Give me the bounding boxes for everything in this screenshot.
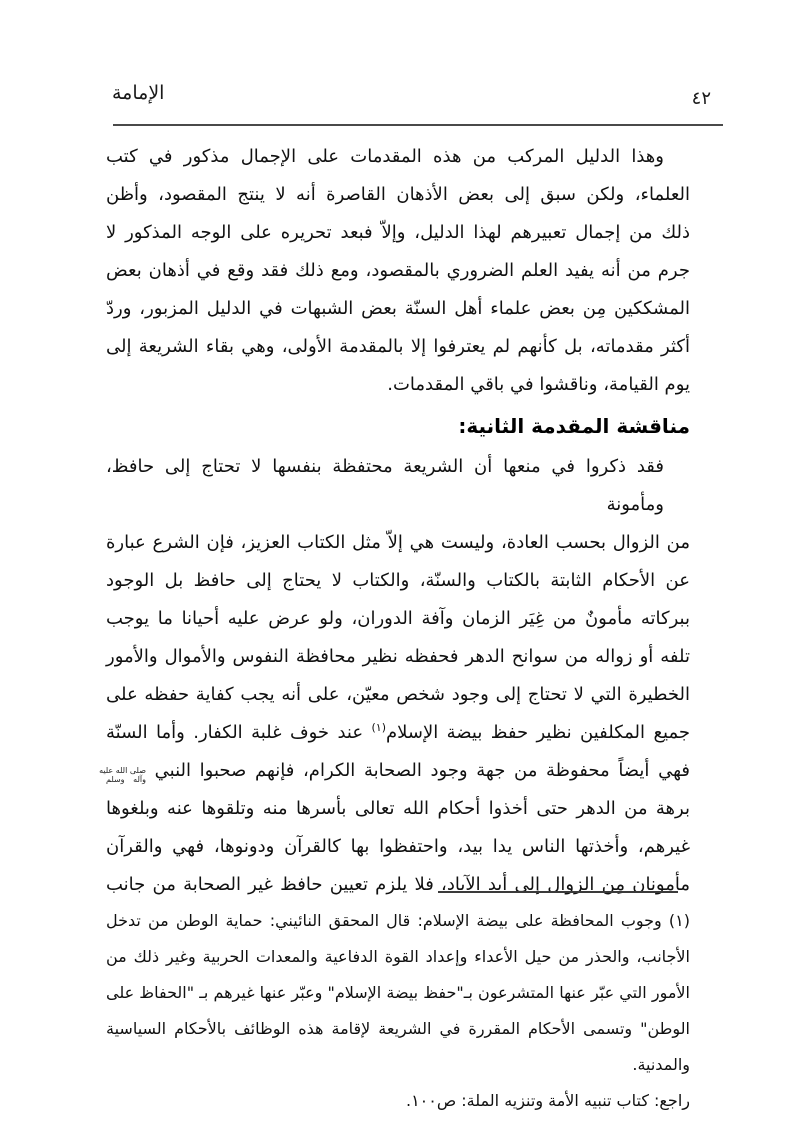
footnote-1-line: الوطن" وتسمى الأحكام المقررة في الشريعة لإقامة هذه الوظائف بالأحكام السياسية والمدنية. (106, 1019, 690, 1074)
footnote-1-line: الأمور التي عبّر عنها المتشرعون بـ"حفظ بيضة الإسلام" وعبّر عنها غيرهم بـ "الحفاظ على (106, 983, 690, 1002)
paragraph-1-line: جرم من أنه يفيد العلم الضروري بالمقصود، ومع ذلك فقد وقع في أذهان بعض (106, 260, 690, 281)
section-heading: مناقشة المقدمة الثانية: (458, 414, 690, 438)
paragraph-1-line: ذلك من إجمال تعبيرهم لهذا الدليل، وإلاّ فبعد تحريره على الوجه المذكور لا (106, 222, 690, 243)
footnote-separator (438, 891, 678, 893)
paragraph-2-line: مأمونان مِن الزوال إلى أبد الآباد، فلا يلزم تعيين حافظ غير الصحابة من جانب (106, 874, 690, 895)
paragraph-2-line (99, 752, 690, 790)
paragraph-2-line: غيرهم، وأخذتها الناس يدا بيد، واحتفظوا بها كالقرآن ودونوها، فهي والقرآن (106, 836, 690, 857)
running-head-title: الإمامة (112, 82, 165, 104)
footnote-block (106, 903, 690, 1119)
paragraph-2-line: ببركاته مأمونٌ من غِيَر الزمان وآفة الدوران، ولو عرض عليه أحيانا ما يوجب (106, 608, 690, 629)
body-text: عند خوف غلبة الكفار. وأما السنّة (106, 722, 372, 743)
paragraph-2-line: فقد ذكروا في منعها أن الشريعة محتفظة بنفسها لا تحتاج إلى حافظ، ومأمونة (106, 456, 664, 515)
paragraph-2-line: الخطيرة التي لا تحتاج إلى وجود شخص معيّن، على أنه يجب كفاية حفظه على (106, 684, 690, 705)
footnote-reference: (١) (371, 721, 386, 734)
paragraph-1-line: يوم القيامة، وناقشوا في باقي المقدمات. (387, 374, 690, 395)
honorific-line: وآله وسلم (106, 775, 146, 784)
paragraph-2-line: تلفه أو زواله من سوانح الدهر فحفظه نظير محافظة النفوس والأموال والأمور (106, 646, 690, 667)
paragraph-2-line: عن الأحكام الثابتة بالكتاب والسنّة، والكتاب لا يحتاج إلى حافظ بل الوجود (106, 570, 690, 591)
footnote-1-line: (١) وجوب المحافظة على بيضة الإسلام: قال المحقق النائيني: حماية الوطن من تدخل (106, 911, 690, 930)
paragraph-1-line: وهذا الدليل المركب من هذه المقدمات على الإجمال مذكور في كتب (106, 146, 664, 167)
page-number: ٤٢ (691, 88, 711, 109)
main-text-block (99, 138, 690, 904)
paragraph-1-line: المشككين مِن بعض علماء أهل السنّة بعض الشبهات في الدليل المزبور، وردّ (106, 298, 690, 319)
body-text: جميع المكلفين نظير حفظ بيضة الإسلام (386, 722, 690, 743)
paragraph-1 (106, 138, 690, 404)
paragraph-2-line: من الزوال بحسب العادة، وليست هي إلاّ مثل الكتاب العزيز، فإن الشرع عبارة (106, 532, 690, 553)
prophet-honorific-mark (99, 766, 146, 784)
honorific-line: صلى الله عليه (99, 766, 146, 775)
footnote-1-line: الأجانب، والحذر من حيل الأعداء وإعداد القوة الدفاعية والمعدات الحربية وغير ذلك من (106, 947, 690, 966)
paragraph-2-line (106, 714, 690, 752)
paragraph-1-line: أكثر مقدماته، بل كأنهم لم يعترفوا إلا بالمقدمة الأولى، وهي بقاء الشريعة إلى (106, 336, 690, 357)
paragraph-2-line: برهة من الدهر حتى أخذوا أحكام الله تعالى بأسرها منه وتلقوها عنه وبلغوها (106, 798, 690, 819)
paragraph-1-line: العلماء، ولكن سبق إلى بعض الأذهان القاصرة أنه لا ينتج المقصود، وأظن (106, 184, 690, 205)
body-text: فهي أيضاً محفوظة من جهة وجود الصحابة الكرام، فإنهم صحبوا النبي (146, 760, 690, 781)
footnote-1 (106, 903, 690, 1119)
footnote-1-line: راجع: كتاب تنبيه الأمة وتنزيه الملة: ص١٠٠. (405, 1091, 690, 1110)
header-rule (113, 124, 723, 126)
paragraph-2 (99, 448, 690, 904)
